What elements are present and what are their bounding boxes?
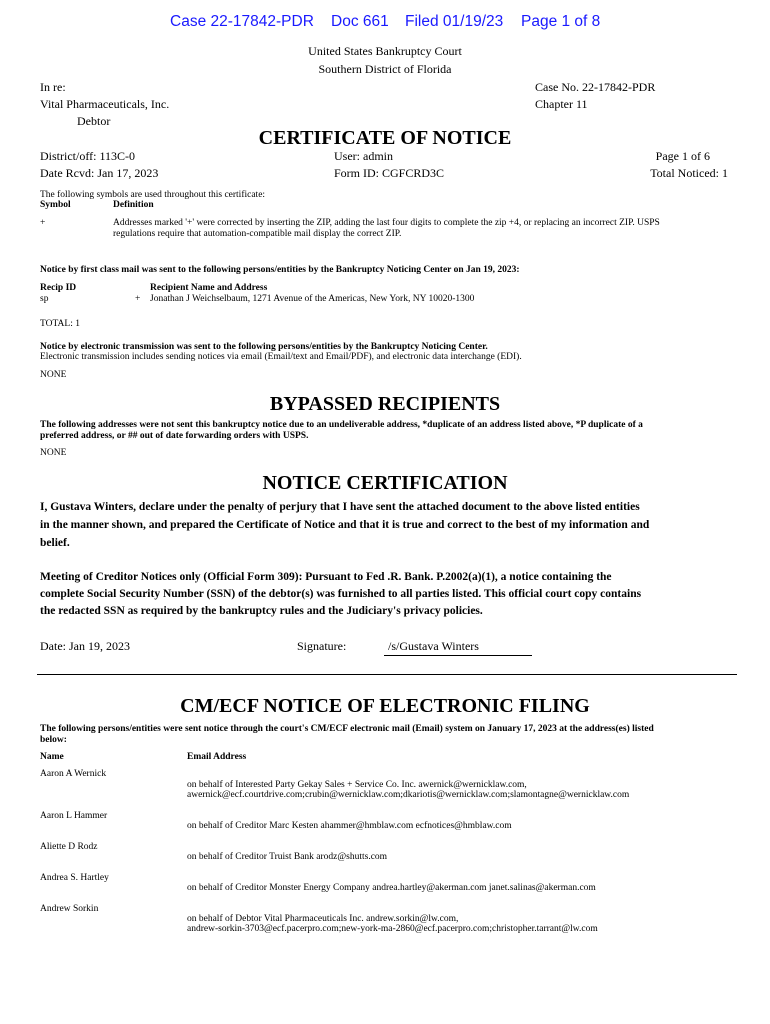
certificate-title: CERTIFICATE OF NOTICE xyxy=(258,127,512,149)
cmecf-intro-line-2: below: xyxy=(40,735,67,745)
symbol-plus: + xyxy=(40,218,46,228)
court-name: United States Bankruptcy Court xyxy=(308,44,462,58)
user: User: admin xyxy=(334,149,393,163)
recip-id: sp xyxy=(40,294,49,304)
section-divider xyxy=(37,674,737,675)
cmecf-intro-line-1: The following persons/entities were sent notice through the court's CM/ECF electronic mail (Email) system on January 17, 2023 at the address(es) listed xyxy=(40,724,654,734)
total-noticed: Total Noticed: 1 xyxy=(650,166,728,180)
definition-line-2: regulations require that automation-compatible mail display the correct ZIP. xyxy=(113,229,402,239)
electronic-none: NONE xyxy=(40,370,67,380)
recip-id-column-header: Recip ID xyxy=(40,283,77,293)
case-number-header: Case 22-17842-PDR xyxy=(170,13,314,30)
bypassed-line-2: preferred address, or ## out of date forwarding orders with USPS. xyxy=(40,431,309,441)
cmecf-entry-name: Aaron L Hammer xyxy=(40,811,108,821)
cmecf-entry-name: Andrea S. Hartley xyxy=(40,873,109,883)
cmecf-entry-email-line-2: andrew-sorkin-3703@ecf.pacerpro.com;new-york-ma-2860@ecf.pacerpro.com;christopher.tarrant@lw.com xyxy=(187,924,598,934)
certification-date: Date: Jan 19, 2023 xyxy=(40,639,130,653)
in-re-label: In re: xyxy=(40,80,66,94)
cmecf-entry-email-line-1: on behalf of Creditor Marc Kesten ahammer@hmblaw.com ecfnotices@hmblaw.com xyxy=(187,821,512,831)
recipient-mark: + xyxy=(135,294,141,304)
certificate-page: Page 1 of 6 xyxy=(655,149,710,163)
first-class-total: TOTAL: 1 xyxy=(40,319,80,329)
district-office: District/off: 113C-0 xyxy=(40,149,135,163)
cmecf-entry-name: Aaron A Wernick xyxy=(40,769,107,779)
certification-paragraph-1-line-1: I, Gustava Winters, declare under the penalty of perjury that I have sent the attached document to the above listed entities xyxy=(40,501,640,513)
signature-line xyxy=(384,655,532,656)
case-number: Case No. 22-17842-PDR xyxy=(535,80,656,94)
signature-value: /s/Gustava Winters xyxy=(388,639,479,653)
chapter: Chapter 11 xyxy=(535,97,588,111)
certification-paragraph-1-line-2: in the manner shown, and prepared the Certificate of Notice and that it is true and correct to the best of my information and xyxy=(40,519,650,531)
filed-date-header: Filed 01/19/23 xyxy=(405,13,504,30)
certification-paragraph-2-line-2: complete Social Security Number (SSN) of the debtor(s) was furnished to all parties listed. This official court copy contains xyxy=(40,588,642,600)
page-count-header: Page 1 of 8 xyxy=(521,13,601,30)
debtor-name: Vital Pharmaceuticals, Inc. xyxy=(40,97,170,111)
certification-paragraph-2-line-1: Meeting of Creditor Notices only (Official Form 309): Pursuant to Fed .R. Bank. P.2002(a)(1), a notice containing the xyxy=(40,571,612,583)
bypassed-line-1: The following addresses were not sent this bankruptcy notice due to an undeliverable address, *duplicate of an address listed above, *P duplicate of a xyxy=(40,420,643,430)
doc-number-header: Doc 661 xyxy=(331,13,389,30)
electronic-description: Electronic transmission includes sending notices via email (Email/text and Email/PDF), and electronic data interchange (EDI). xyxy=(40,352,522,362)
certification-title: NOTICE CERTIFICATION xyxy=(262,472,508,494)
form-id: Form ID: CGFCRD3C xyxy=(334,166,445,180)
symbol-column-header: Symbol xyxy=(40,200,71,210)
court-district: Southern District of Florida xyxy=(318,62,452,76)
recipient-column-header: Recipient Name and Address xyxy=(150,283,268,293)
cmecf-entry-email-line-1: on behalf of Creditor Monster Energy Company andrea.hartley@akerman.com janet.salinas@akerman.com xyxy=(187,883,596,893)
symbols-intro: The following symbols are used throughout this certificate: xyxy=(40,190,266,200)
signature-label: Signature: xyxy=(297,639,347,653)
cmecf-entry-email-line-1: on behalf of Interested Party Gekay Sales + Service Co. Inc. awernick@wernicklaw.com, xyxy=(187,780,527,790)
bypassed-title: BYPASSED RECIPIENTS xyxy=(269,393,501,415)
definition-column-header: Definition xyxy=(113,200,154,210)
cmecf-entry-name: Aliette D Rodz xyxy=(40,842,98,852)
recipient-address: Jonathan J Weichselbaum, 1271 Avenue of the Americas, New York, NY 10020-1300 xyxy=(150,294,475,304)
first-class-heading: Notice by first class mail was sent to the following persons/entities by the Bankruptcy Noticing Center on Jan 19, 2023: xyxy=(40,265,520,275)
definition-line-1: Addresses marked '+' were corrected by inserting the ZIP, adding the last four digits to complete the zip +4, or replacing an incorrect ZIP. USPS xyxy=(113,218,660,228)
debtor-role: Debtor xyxy=(77,114,111,128)
electronic-heading: Notice by electronic transmission was sent to the following persons/entities by the Bankruptcy Noticing Center. xyxy=(40,342,488,352)
bypassed-none: NONE xyxy=(40,448,67,458)
cmecf-name-column-header: Name xyxy=(40,752,64,762)
cmecf-entry-name: Andrew Sorkin xyxy=(40,904,99,914)
cmecf-entry-email-line-2: awernick@ecf.courtdrive.com;crubin@wernicklaw.com;dkariotis@wernicklaw.com;slamontagne@wernicklaw.com xyxy=(187,790,630,800)
certification-paragraph-2-line-3: the redacted SSN as required by the bankruptcy rules and the Judiciary's privacy policies. xyxy=(40,605,483,617)
cmecf-entry-email-line-1: on behalf of Debtor Vital Pharmaceuticals Inc. andrew.sorkin@lw.com, xyxy=(187,914,459,924)
cmecf-title: CM/ECF NOTICE OF ELECTRONIC FILING xyxy=(180,695,590,717)
certification-paragraph-1-line-3: belief. xyxy=(40,537,70,549)
cmecf-entry-email-line-1: on behalf of Creditor Truist Bank arodz@shutts.com xyxy=(187,852,388,862)
date-received: Date Rcvd: Jan 17, 2023 xyxy=(40,166,159,180)
cmecf-email-column-header: Email Address xyxy=(187,752,247,762)
